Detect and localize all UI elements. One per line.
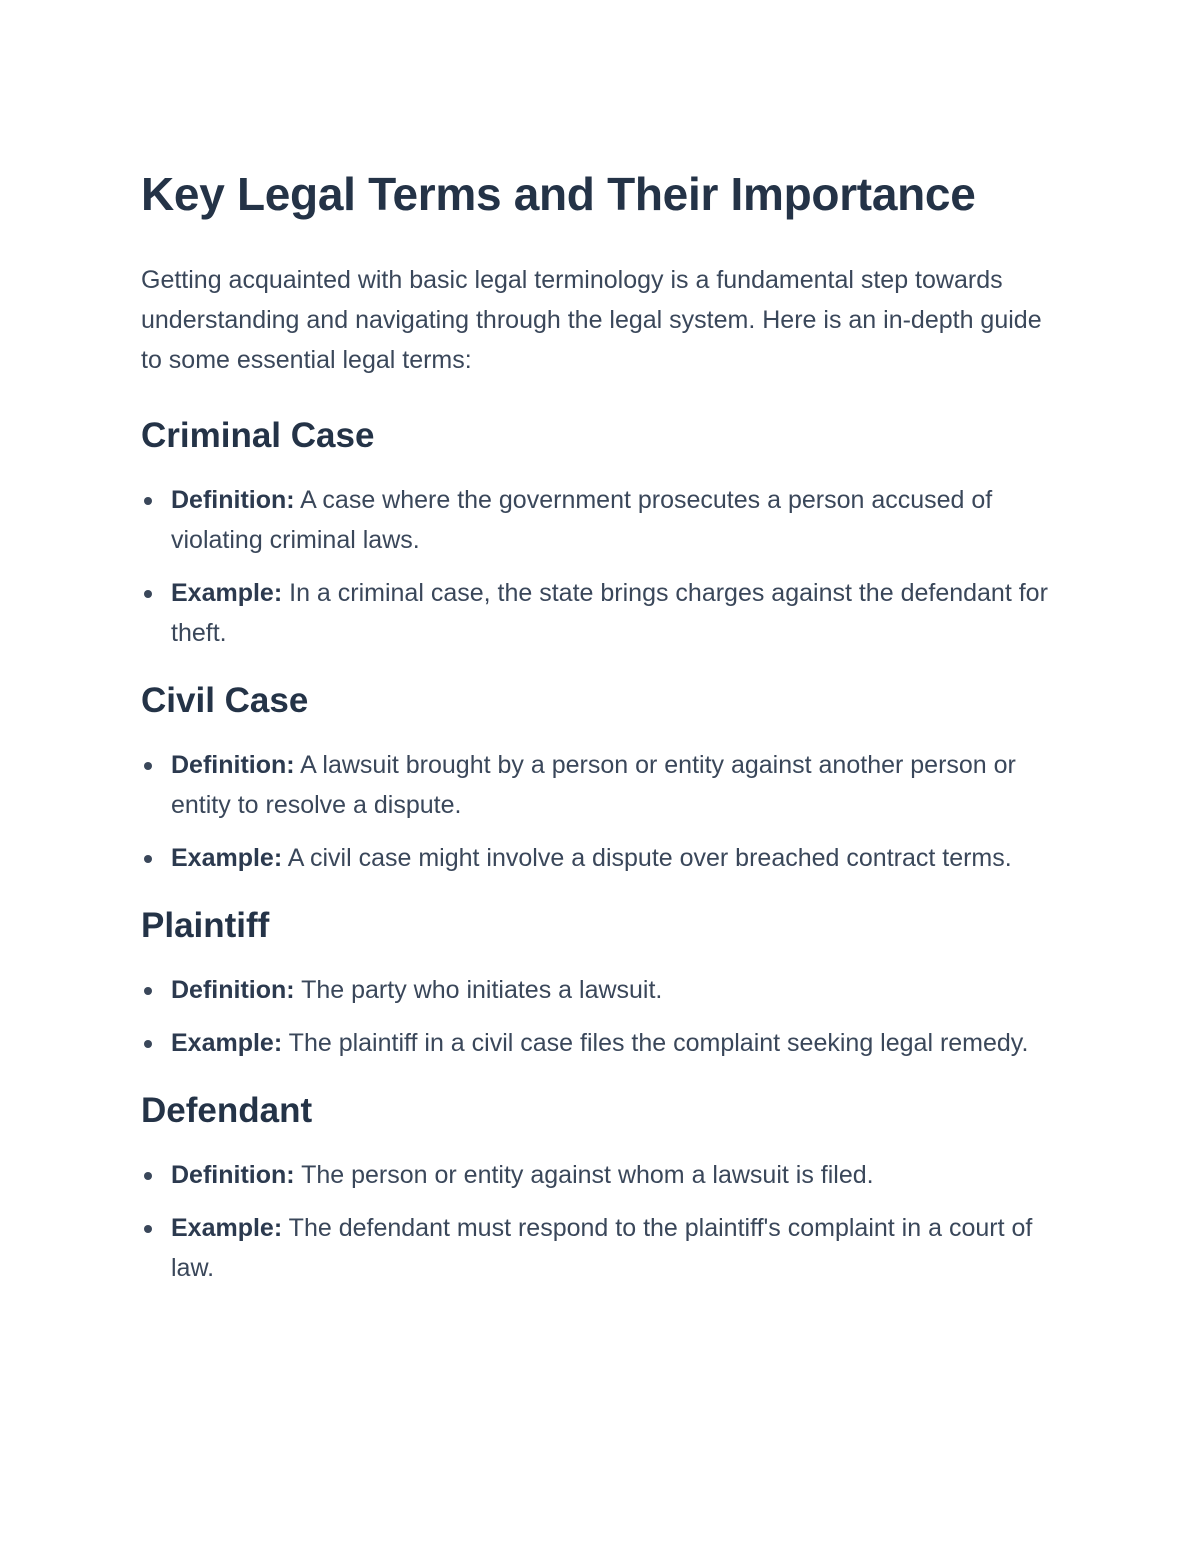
example-item bbox=[141, 573, 1051, 653]
bullet-list bbox=[141, 745, 1060, 878]
bullet-text: A civil case might involve a dispute over breached contract terms. bbox=[287, 844, 1012, 872]
document-title: Key Legal Terms and Their Importance bbox=[141, 168, 976, 220]
bullet-text: The party who initiates a lawsuit. bbox=[301, 976, 663, 1004]
bullet-list bbox=[141, 970, 1060, 1063]
bullet-text: The plaintiff in a civil case files the complaint seeking legal remedy. bbox=[288, 1029, 1029, 1057]
bullet-label: Definition: bbox=[171, 1161, 295, 1189]
bullet-dot-icon bbox=[144, 987, 152, 995]
bullet-dot-icon bbox=[144, 497, 152, 505]
section-civil-case bbox=[141, 679, 1060, 878]
section-plaintiff bbox=[141, 904, 1060, 1063]
example-item bbox=[141, 1023, 1051, 1063]
bullet-list bbox=[141, 1155, 1060, 1288]
bullet-text: A lawsuit brought by a person or entity against another person or entity to resolve a dispute. bbox=[171, 751, 1016, 819]
bullet-label: Definition: bbox=[171, 751, 295, 779]
bullet-text: In a criminal case, the state brings charges against the defendant for theft. bbox=[171, 579, 1048, 647]
definition-item bbox=[141, 745, 1051, 825]
bullet-text: The person or entity against whom a lawsuit is filed. bbox=[301, 1161, 874, 1189]
intro-paragraph: Getting acquainted with basic legal terminology is a fundamental step towards understanding and navigating through the legal system. Here is an in-depth guide to some essential legal terms: bbox=[141, 266, 1042, 374]
bullet-dot-icon bbox=[144, 590, 152, 598]
section-heading: Plaintiff bbox=[141, 906, 270, 945]
example-item bbox=[141, 838, 1051, 878]
bullet-text: A case where the government prosecutes a person accused of violating criminal laws. bbox=[171, 486, 993, 554]
section-criminal-case bbox=[141, 414, 1060, 653]
bullet-text: The defendant must respond to the plaintiff's complaint in a court of law. bbox=[171, 1214, 1033, 1282]
section-heading: Criminal Case bbox=[141, 416, 375, 455]
section-heading: Civil Case bbox=[141, 681, 309, 720]
bullet-label: Example: bbox=[171, 579, 283, 607]
bullet-list bbox=[141, 480, 1060, 653]
bullet-dot-icon bbox=[144, 1225, 152, 1233]
definition-item bbox=[141, 1155, 1051, 1195]
definition-item bbox=[141, 970, 1051, 1010]
bullet-dot-icon bbox=[144, 855, 152, 863]
bullet-label: Definition: bbox=[171, 976, 295, 1004]
definition-item bbox=[141, 480, 1051, 560]
sections bbox=[141, 414, 1060, 1288]
bullet-dot-icon bbox=[144, 762, 152, 770]
example-item bbox=[141, 1208, 1051, 1288]
section-defendant bbox=[141, 1089, 1060, 1288]
bullet-label: Example: bbox=[171, 1214, 283, 1242]
bullet-dot-icon bbox=[144, 1040, 152, 1048]
bullet-label: Definition: bbox=[171, 486, 295, 514]
bullet-label: Example: bbox=[171, 1029, 283, 1057]
bullet-label: Example: bbox=[171, 844, 283, 872]
section-heading: Defendant bbox=[141, 1091, 313, 1130]
bullet-dot-icon bbox=[144, 1172, 152, 1180]
